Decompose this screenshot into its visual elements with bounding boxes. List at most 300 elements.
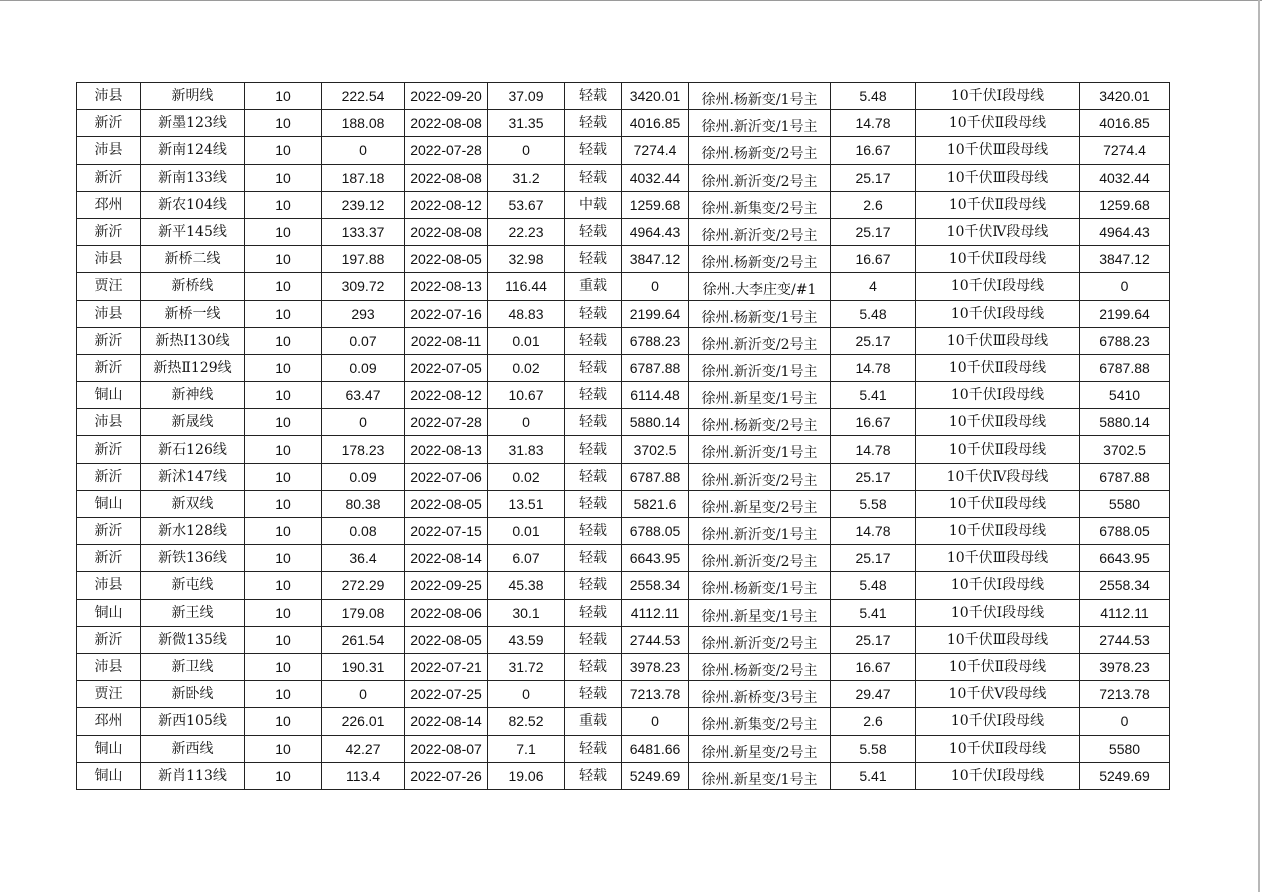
col-value-c-cell: 6788.05 <box>622 518 689 545</box>
load-status-cell: 轻载 <box>565 572 622 599</box>
table-row <box>77 463 1170 490</box>
table-row <box>77 572 1170 599</box>
col-value-a-cell: 190.31 <box>322 653 405 680</box>
substation-transformer-cell <box>689 354 831 381</box>
voltage-cell: 10 <box>245 708 322 735</box>
col-value-e-cell: 5580 <box>1080 490 1170 517</box>
col-value-e-cell: 1259.68 <box>1080 191 1170 218</box>
line-name-cell: 新肖113线 <box>141 762 245 789</box>
col-value-a-cell: 42.27 <box>322 735 405 762</box>
line-name-cell: 新桥一线 <box>141 300 245 327</box>
col-value-e-cell: 5249.69 <box>1080 762 1170 789</box>
line-name-cell: 新西105线 <box>141 708 245 735</box>
col-value-b-cell: 10.67 <box>488 382 565 409</box>
col-value-d-cell: 25.17 <box>831 164 916 191</box>
line-name-cell: 新平145线 <box>141 218 245 245</box>
load-status-cell: 重载 <box>565 273 622 300</box>
table-row <box>77 735 1170 762</box>
substation-transformer-text: 徐州.新沂变/2号主 <box>701 173 818 190</box>
busbar-section-cell: 10千伏Ⅰ段母线 <box>916 599 1080 626</box>
voltage-cell: 10 <box>245 409 322 436</box>
load-status-cell: 轻载 <box>565 382 622 409</box>
line-name-cell: 新卧线 <box>141 681 245 708</box>
busbar-section-cell: 10千伏Ⅰ段母线 <box>916 273 1080 300</box>
voltage-cell: 10 <box>245 83 322 110</box>
district-cell: 贾汪 <box>77 273 141 300</box>
busbar-section-cell: 10千伏Ⅰ段母线 <box>916 382 1080 409</box>
col-value-a-cell: 0 <box>322 681 405 708</box>
load-status-cell: 轻载 <box>565 490 622 517</box>
substation-transformer-text: 徐州.新沂变/2号主 <box>701 472 818 489</box>
district-cell: 新沂 <box>77 110 141 137</box>
col-value-b-cell: 6.07 <box>488 545 565 572</box>
col-value-d-cell: 25.17 <box>831 327 916 354</box>
busbar-section-cell: 10千伏Ⅴ段母线 <box>916 681 1080 708</box>
busbar-section-cell: 10千伏Ⅰ段母线 <box>916 572 1080 599</box>
col-value-e-cell: 0 <box>1080 708 1170 735</box>
voltage-cell: 10 <box>245 518 322 545</box>
date-cell: 2022-08-08 <box>405 218 488 245</box>
table-row <box>77 518 1170 545</box>
load-status-cell: 轻载 <box>565 545 622 572</box>
substation-transformer-text: 徐州.新沂变/1号主 <box>701 445 818 462</box>
col-value-d-cell: 5.48 <box>831 300 916 327</box>
col-value-a-cell: 309.72 <box>322 273 405 300</box>
table-row <box>77 490 1170 517</box>
col-value-c-cell: 4112.11 <box>622 599 689 626</box>
district-cell: 新沂 <box>77 354 141 381</box>
substation-transformer-cell <box>689 626 831 653</box>
substation-transformer-cell <box>689 110 831 137</box>
substation-transformer-text: 徐州.新沂变/2号主 <box>701 635 818 652</box>
date-cell: 2022-07-16 <box>405 300 488 327</box>
load-status-cell: 轻载 <box>565 83 622 110</box>
district-cell: 新沂 <box>77 327 141 354</box>
line-name-cell: 新农104线 <box>141 191 245 218</box>
district-cell: 贾汪 <box>77 681 141 708</box>
load-status-cell: 重载 <box>565 708 622 735</box>
district-cell: 铜山 <box>77 490 141 517</box>
col-value-c-cell: 3847.12 <box>622 246 689 273</box>
substation-transformer-cell <box>689 246 831 273</box>
col-value-d-cell: 16.67 <box>831 246 916 273</box>
substation-transformer-cell <box>689 518 831 545</box>
line-name-cell: 新南124线 <box>141 137 245 164</box>
col-value-e-cell: 5580 <box>1080 735 1170 762</box>
col-value-a-cell: 63.47 <box>322 382 405 409</box>
load-status-cell: 轻载 <box>565 599 622 626</box>
voltage-cell: 10 <box>245 762 322 789</box>
voltage-cell: 10 <box>245 490 322 517</box>
load-status-cell: 轻载 <box>565 218 622 245</box>
col-value-b-cell: 31.72 <box>488 653 565 680</box>
date-cell: 2022-07-05 <box>405 354 488 381</box>
col-value-d-cell: 16.67 <box>831 137 916 164</box>
district-cell: 新沂 <box>77 463 141 490</box>
busbar-section-cell: 10千伏Ⅱ段母线 <box>916 490 1080 517</box>
voltage-cell: 10 <box>245 137 322 164</box>
col-value-c-cell: 4964.43 <box>622 218 689 245</box>
substation-transformer-cell <box>689 327 831 354</box>
substation-transformer-cell <box>689 463 831 490</box>
busbar-section-cell: 10千伏Ⅳ段母线 <box>916 463 1080 490</box>
table-row <box>77 762 1170 789</box>
col-value-c-cell: 1259.68 <box>622 191 689 218</box>
col-value-b-cell: 0.01 <box>488 518 565 545</box>
voltage-cell: 10 <box>245 164 322 191</box>
substation-transformer-cell <box>689 191 831 218</box>
col-value-b-cell: 0.02 <box>488 463 565 490</box>
line-name-cell: 新卫线 <box>141 653 245 680</box>
load-status-cell: 轻载 <box>565 110 622 137</box>
district-cell: 铜山 <box>77 382 141 409</box>
load-status-cell: 中载 <box>565 191 622 218</box>
col-value-c-cell: 5821.6 <box>622 490 689 517</box>
substation-transformer-text: 徐州.新沂变/2号主 <box>701 336 818 353</box>
col-value-b-cell: 31.35 <box>488 110 565 137</box>
col-value-c-cell: 2199.64 <box>622 300 689 327</box>
busbar-section-cell: 10千伏Ⅰ段母线 <box>916 83 1080 110</box>
load-status-cell: 轻载 <box>565 518 622 545</box>
voltage-cell: 10 <box>245 354 322 381</box>
table-row <box>77 164 1170 191</box>
voltage-cell: 10 <box>245 599 322 626</box>
col-value-c-cell: 7274.4 <box>622 137 689 164</box>
date-cell: 2022-07-26 <box>405 762 488 789</box>
col-value-d-cell: 4 <box>831 273 916 300</box>
voltage-cell: 10 <box>245 653 322 680</box>
date-cell: 2022-08-12 <box>405 191 488 218</box>
table-row <box>77 409 1170 436</box>
substation-transformer-text: 徐州.新星变/1号主 <box>701 391 818 408</box>
busbar-section-cell: 10千伏Ⅰ段母线 <box>916 300 1080 327</box>
col-value-d-cell: 5.41 <box>831 762 916 789</box>
col-value-b-cell: 22.23 <box>488 218 565 245</box>
col-value-c-cell: 2558.34 <box>622 572 689 599</box>
substation-transformer-cell <box>689 137 831 164</box>
table-row <box>77 246 1170 273</box>
col-value-b-cell: 30.1 <box>488 599 565 626</box>
col-value-e-cell: 4112.11 <box>1080 599 1170 626</box>
district-cell: 沛县 <box>77 653 141 680</box>
substation-transformer-cell <box>689 762 831 789</box>
col-value-a-cell: 0.09 <box>322 354 405 381</box>
substation-transformer-text: 徐州.杨新变/2号主 <box>701 662 818 679</box>
busbar-section-cell: 10千伏Ⅲ段母线 <box>916 626 1080 653</box>
col-value-b-cell: 0.02 <box>488 354 565 381</box>
col-value-e-cell: 3420.01 <box>1080 83 1170 110</box>
load-status-cell: 轻载 <box>565 409 622 436</box>
substation-transformer-text: 徐州.新沂变/2号主 <box>701 227 818 244</box>
busbar-section-cell: 10千伏Ⅰ段母线 <box>916 708 1080 735</box>
col-value-d-cell: 5.41 <box>831 599 916 626</box>
line-name-cell: 新屯线 <box>141 572 245 599</box>
line-name-cell: 新石126线 <box>141 436 245 463</box>
col-value-c-cell: 6787.88 <box>622 354 689 381</box>
line-name-cell: 新微135线 <box>141 626 245 653</box>
table-row <box>77 436 1170 463</box>
district-cell: 沛县 <box>77 409 141 436</box>
col-value-e-cell: 2558.34 <box>1080 572 1170 599</box>
line-name-cell: 新铁136线 <box>141 545 245 572</box>
district-cell: 沛县 <box>77 246 141 273</box>
col-value-b-cell: 45.38 <box>488 572 565 599</box>
date-cell: 2022-09-20 <box>405 83 488 110</box>
col-value-a-cell: 293 <box>322 300 405 327</box>
col-value-a-cell: 36.4 <box>322 545 405 572</box>
substation-transformer-text: 徐州.新沂变/1号主 <box>701 363 818 380</box>
busbar-section-cell: 10千伏Ⅱ段母线 <box>916 436 1080 463</box>
col-value-a-cell: 80.38 <box>322 490 405 517</box>
col-value-c-cell: 4032.44 <box>622 164 689 191</box>
table-row <box>77 653 1170 680</box>
col-value-d-cell: 25.17 <box>831 218 916 245</box>
substation-transformer-text: 徐州.新沂变/2号主 <box>701 554 818 571</box>
col-value-d-cell: 25.17 <box>831 463 916 490</box>
col-value-a-cell: 178.23 <box>322 436 405 463</box>
page-right-border <box>1258 0 1260 892</box>
district-cell: 铜山 <box>77 762 141 789</box>
table-row <box>77 191 1170 218</box>
col-value-c-cell: 3978.23 <box>622 653 689 680</box>
substation-transformer-cell <box>689 490 831 517</box>
date-cell: 2022-07-15 <box>405 518 488 545</box>
col-value-d-cell: 16.67 <box>831 409 916 436</box>
district-cell: 新沂 <box>77 545 141 572</box>
district-cell: 新沂 <box>77 518 141 545</box>
voltage-cell: 10 <box>245 218 322 245</box>
col-value-e-cell: 6787.88 <box>1080 354 1170 381</box>
date-cell: 2022-09-25 <box>405 572 488 599</box>
col-value-e-cell: 4032.44 <box>1080 164 1170 191</box>
col-value-b-cell: 0 <box>488 409 565 436</box>
table-row <box>77 681 1170 708</box>
date-cell: 2022-08-14 <box>405 545 488 572</box>
col-value-e-cell: 2744.53 <box>1080 626 1170 653</box>
substation-transformer-cell <box>689 708 831 735</box>
col-value-e-cell: 3702.5 <box>1080 436 1170 463</box>
load-status-cell: 轻载 <box>565 735 622 762</box>
substation-transformer-text: 徐州.新星变/1号主 <box>701 608 818 625</box>
col-value-e-cell: 2199.64 <box>1080 300 1170 327</box>
district-cell: 沛县 <box>77 572 141 599</box>
line-name-cell: 新南133线 <box>141 164 245 191</box>
busbar-section-cell: 10千伏Ⅱ段母线 <box>916 409 1080 436</box>
col-value-d-cell: 25.17 <box>831 626 916 653</box>
col-value-d-cell: 2.6 <box>831 191 916 218</box>
busbar-section-cell: 10千伏Ⅲ段母线 <box>916 164 1080 191</box>
col-value-e-cell: 3978.23 <box>1080 653 1170 680</box>
table-body <box>77 83 1170 790</box>
load-status-cell: 轻载 <box>565 137 622 164</box>
col-value-c-cell: 6481.66 <box>622 735 689 762</box>
col-value-a-cell: 0 <box>322 409 405 436</box>
substation-transformer-cell <box>689 545 831 572</box>
col-value-d-cell: 14.78 <box>831 518 916 545</box>
voltage-cell: 10 <box>245 273 322 300</box>
substation-transformer-cell <box>689 164 831 191</box>
substation-transformer-text: 徐州.新星变/2号主 <box>701 744 818 761</box>
table-row <box>77 545 1170 572</box>
voltage-cell: 10 <box>245 191 322 218</box>
date-cell: 2022-07-28 <box>405 409 488 436</box>
substation-transformer-text: 徐州.杨新变/1号主 <box>701 581 818 598</box>
col-value-d-cell: 5.41 <box>831 382 916 409</box>
district-cell: 新沂 <box>77 626 141 653</box>
substation-transformer-cell <box>689 599 831 626</box>
col-value-a-cell: 261.54 <box>322 626 405 653</box>
date-cell: 2022-07-21 <box>405 653 488 680</box>
col-value-c-cell: 0 <box>622 708 689 735</box>
col-value-c-cell: 4016.85 <box>622 110 689 137</box>
table-row <box>77 354 1170 381</box>
line-name-cell: 新墨123线 <box>141 110 245 137</box>
line-name-cell: 新水128线 <box>141 518 245 545</box>
voltage-cell: 10 <box>245 110 322 137</box>
table-row <box>77 218 1170 245</box>
col-value-e-cell: 4964.43 <box>1080 218 1170 245</box>
substation-transformer-cell <box>689 300 831 327</box>
col-value-a-cell: 272.29 <box>322 572 405 599</box>
busbar-section-cell: 10千伏Ⅱ段母线 <box>916 653 1080 680</box>
load-status-cell: 轻载 <box>565 327 622 354</box>
date-cell: 2022-08-08 <box>405 110 488 137</box>
table-row <box>77 382 1170 409</box>
substation-transformer-cell <box>689 409 831 436</box>
substation-transformer-text: 徐州.新星变/2号主 <box>701 499 818 516</box>
col-value-e-cell: 0 <box>1080 273 1170 300</box>
voltage-cell: 10 <box>245 436 322 463</box>
substation-transformer-text: 徐州.新星变/1号主 <box>701 771 818 788</box>
load-status-cell: 轻载 <box>565 463 622 490</box>
col-value-e-cell: 3847.12 <box>1080 246 1170 273</box>
col-value-b-cell: 37.09 <box>488 83 565 110</box>
col-value-a-cell: 179.08 <box>322 599 405 626</box>
district-cell: 沛县 <box>77 300 141 327</box>
col-value-b-cell: 0.01 <box>488 327 565 354</box>
line-name-cell: 新桥线 <box>141 273 245 300</box>
date-cell: 2022-08-05 <box>405 626 488 653</box>
busbar-section-cell: 10千伏Ⅱ段母线 <box>916 354 1080 381</box>
substation-transformer-text: 徐州.杨新变/2号主 <box>701 255 818 272</box>
busbar-section-cell: 10千伏Ⅱ段母线 <box>916 518 1080 545</box>
busbar-section-cell: 10千伏Ⅱ段母线 <box>916 735 1080 762</box>
col-value-a-cell: 0.09 <box>322 463 405 490</box>
voltage-cell: 10 <box>245 246 322 273</box>
date-cell: 2022-08-05 <box>405 246 488 273</box>
date-cell: 2022-08-08 <box>405 164 488 191</box>
col-value-b-cell: 13.51 <box>488 490 565 517</box>
voltage-cell: 10 <box>245 327 322 354</box>
date-cell: 2022-08-05 <box>405 490 488 517</box>
substation-transformer-cell <box>689 735 831 762</box>
col-value-e-cell: 6643.95 <box>1080 545 1170 572</box>
col-value-e-cell: 6788.05 <box>1080 518 1170 545</box>
col-value-e-cell: 5880.14 <box>1080 409 1170 436</box>
col-value-d-cell: 16.67 <box>831 653 916 680</box>
substation-transformer-cell <box>689 382 831 409</box>
page-top-border <box>0 0 1262 1</box>
line-name-cell: 新热Ⅰ130线 <box>141 327 245 354</box>
substation-transformer-text: 徐州.杨新变/1号主 <box>701 92 818 108</box>
busbar-section-cell: 10千伏Ⅱ段母线 <box>916 191 1080 218</box>
col-value-c-cell: 5880.14 <box>622 409 689 436</box>
substation-transformer-cell <box>689 273 831 300</box>
line-name-cell: 新王线 <box>141 599 245 626</box>
col-value-c-cell: 7213.78 <box>622 681 689 708</box>
load-status-cell: 轻载 <box>565 300 622 327</box>
col-value-a-cell: 0.08 <box>322 518 405 545</box>
col-value-d-cell: 14.78 <box>831 354 916 381</box>
line-name-cell: 新热Ⅱ129线 <box>141 354 245 381</box>
substation-transformer-text: 徐州.新集变/2号主 <box>701 717 818 734</box>
date-cell: 2022-08-06 <box>405 599 488 626</box>
col-value-c-cell: 6114.48 <box>622 382 689 409</box>
col-value-a-cell: 239.12 <box>322 191 405 218</box>
line-name-cell: 新沭147线 <box>141 463 245 490</box>
col-value-b-cell: 7.1 <box>488 735 565 762</box>
col-value-b-cell: 0 <box>488 681 565 708</box>
voltage-cell: 10 <box>245 572 322 599</box>
col-value-c-cell: 6643.95 <box>622 545 689 572</box>
line-name-cell: 新神线 <box>141 382 245 409</box>
date-cell: 2022-07-25 <box>405 681 488 708</box>
voltage-cell: 10 <box>245 463 322 490</box>
col-value-e-cell: 5410 <box>1080 382 1170 409</box>
busbar-section-cell: 10千伏Ⅱ段母线 <box>916 246 1080 273</box>
col-value-b-cell: 31.2 <box>488 164 565 191</box>
substation-transformer-text: 徐州.大李庄变/#1 <box>702 282 817 299</box>
line-name-cell: 新桥二线 <box>141 246 245 273</box>
col-value-a-cell: 133.37 <box>322 218 405 245</box>
col-value-e-cell: 7213.78 <box>1080 681 1170 708</box>
substation-transformer-text: 徐州.新集变/2号主 <box>701 200 818 217</box>
district-cell: 铜山 <box>77 735 141 762</box>
substation-transformer-cell <box>689 653 831 680</box>
busbar-section-cell: 10千伏Ⅱ段母线 <box>916 110 1080 137</box>
line-name-cell: 新晟线 <box>141 409 245 436</box>
substation-transformer-cell <box>689 572 831 599</box>
col-value-d-cell: 29.47 <box>831 681 916 708</box>
busbar-section-cell: 10千伏Ⅲ段母线 <box>916 545 1080 572</box>
col-value-c-cell: 3702.5 <box>622 436 689 463</box>
district-cell: 新沂 <box>77 436 141 463</box>
table-row <box>77 137 1170 164</box>
voltage-cell: 10 <box>245 545 322 572</box>
col-value-b-cell: 19.06 <box>488 762 565 789</box>
load-status-cell: 轻载 <box>565 164 622 191</box>
col-value-d-cell: 5.48 <box>831 572 916 599</box>
table-row <box>77 273 1170 300</box>
load-status-cell: 轻载 <box>565 246 622 273</box>
col-value-d-cell: 14.78 <box>831 436 916 463</box>
date-cell: 2022-07-28 <box>405 137 488 164</box>
col-value-b-cell: 31.83 <box>488 436 565 463</box>
col-value-a-cell: 187.18 <box>322 164 405 191</box>
col-value-c-cell: 3420.01 <box>622 83 689 110</box>
date-cell: 2022-08-12 <box>405 382 488 409</box>
col-value-a-cell: 226.01 <box>322 708 405 735</box>
district-cell: 沛县 <box>77 83 141 110</box>
district-cell: 邳州 <box>77 708 141 735</box>
col-value-d-cell: 5.48 <box>831 83 916 110</box>
col-value-a-cell: 197.88 <box>322 246 405 273</box>
line-name-cell: 新明线 <box>141 83 245 110</box>
substation-transformer-text: 徐州.新沂变/1号主 <box>701 527 818 543</box>
substation-transformer-text: 徐州.新沂变/1号主 <box>701 119 818 136</box>
load-status-cell: 轻载 <box>565 626 622 653</box>
table-row <box>77 327 1170 354</box>
